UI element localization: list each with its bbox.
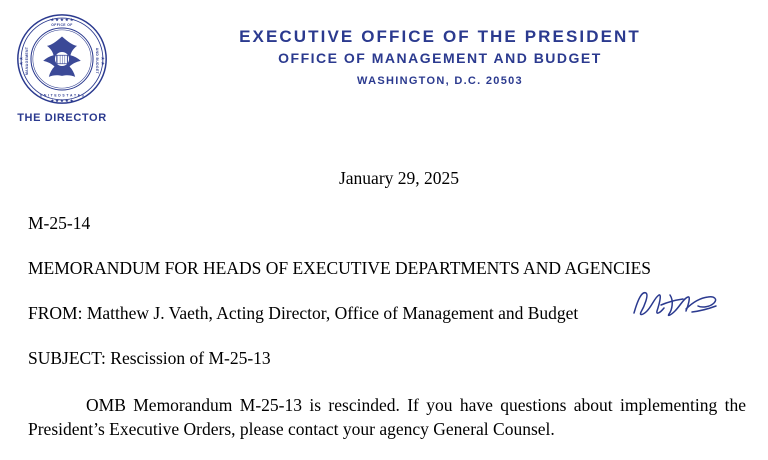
- director-label: THE DIRECTOR: [17, 112, 107, 124]
- handwritten-signature-icon: [628, 287, 724, 321]
- letterhead-line-1: EXECUTIVE OFFICE OF THE PRESIDENT: [239, 27, 641, 46]
- memo-number: M-25-14: [28, 213, 91, 233]
- presidential-seal-icon: [15, 12, 109, 106]
- svg-text:U N I T E D S T A T E S: U N I T E D S T A T E S: [39, 93, 85, 98]
- memo-body-paragraph: OMB Memorandum M-25-13 is rescinded. If you have questions about implementing the President’s Executive Orders, please contact your agency General Counsel.: [28, 395, 746, 439]
- memo-subject: SUBJECT: Rescission of M-25-13: [28, 348, 271, 368]
- svg-text:★ ★ ★ ★ ★: ★ ★ ★ ★ ★: [50, 16, 74, 22]
- document-date: January 29, 2025: [338, 168, 460, 188]
- svg-text:MANAGEMENT: MANAGEMENT: [25, 46, 30, 76]
- seal-block: [10, 12, 114, 124]
- letterhead-line-3: WASHINGTON, D.C. 20503: [357, 75, 523, 87]
- letterhead-text: [120, 26, 760, 91]
- memo-addressee: MEMORANDUM FOR HEADS OF EXECUTIVE DEPARTMENTS AND AGENCIES: [28, 258, 652, 278]
- document-body: [0, 168, 768, 441]
- memo-from-text: FROM: Matthew J. Vaeth, Acting Director, Office of Management and Budget: [28, 303, 579, 323]
- svg-text:AND BUDGET: AND BUDGET: [94, 47, 99, 75]
- letterhead-line-2: OFFICE OF MANAGEMENT AND BUDGET: [278, 50, 602, 66]
- letterhead: [0, 0, 768, 140]
- svg-text:OFFICE OF: OFFICE OF: [51, 23, 73, 28]
- svg-text:★ ★ ★ ★ ★: ★ ★ ★ ★ ★: [50, 98, 74, 104]
- svg-text:★ ★: ★ ★: [18, 56, 24, 66]
- memo-from: [28, 303, 740, 324]
- svg-text:★ ★: ★ ★: [100, 56, 106, 66]
